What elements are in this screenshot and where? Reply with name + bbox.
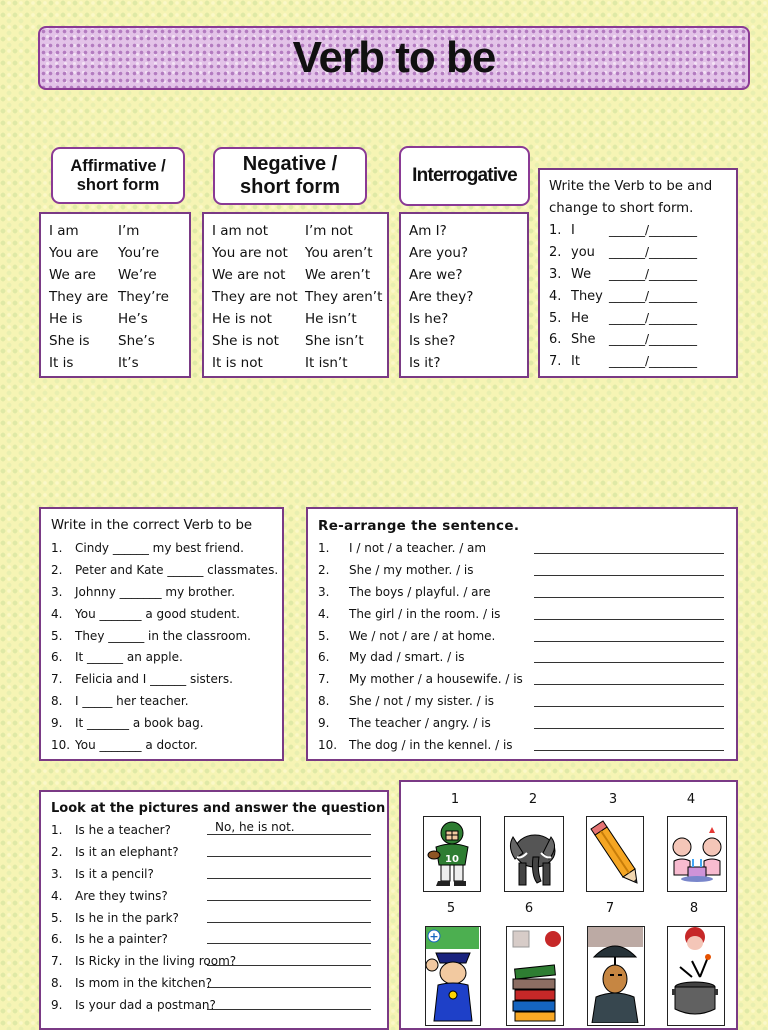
list-item (51, 929, 387, 951)
full-form: I am (49, 223, 79, 239)
list-item (318, 691, 736, 713)
interrogative-row (409, 264, 527, 286)
answer-blank[interactable]: ______/________ (609, 310, 698, 325)
answer-line[interactable] (534, 691, 724, 707)
rearrange-title: Re-arrange the sentence. (318, 518, 520, 534)
answer-line[interactable] (534, 604, 724, 620)
question-form: Am I? (409, 223, 447, 239)
list-item (51, 735, 282, 757)
picture-number: 7 (605, 901, 615, 916)
interrogative-row (409, 242, 527, 264)
item-subject: She (571, 332, 596, 348)
list-item (318, 735, 736, 757)
item-text[interactable]: Felicia and I ______ sisters. (75, 672, 233, 687)
answer-line[interactable] (207, 908, 371, 923)
item-number: 10. (51, 738, 71, 753)
full-form: She is (49, 333, 90, 349)
full-form: It is not (212, 355, 263, 371)
full-form: You are not (212, 245, 288, 261)
list-item (318, 626, 736, 648)
full-form: He is not (212, 311, 272, 327)
item-number: 5. (51, 628, 63, 643)
short-form: They aren’t (305, 289, 383, 305)
affirmative-table (39, 212, 191, 378)
answer-blank[interactable]: ______/________ (609, 354, 698, 369)
item-number: 7. (549, 354, 562, 370)
short-form: She isn’t (305, 333, 364, 349)
list-item (318, 582, 736, 604)
umbrella-man-icon (588, 927, 643, 1023)
item-question: Is he a teacher? (75, 823, 171, 837)
interrogative-row (409, 330, 527, 352)
list-item (51, 713, 282, 735)
item-number: 5. (318, 628, 330, 643)
item-number: 1. (318, 541, 330, 555)
question-form: Is it? (409, 355, 441, 371)
list-item (318, 647, 736, 669)
item-number: 9. (51, 716, 63, 731)
item-text[interactable]: You _______ a doctor. (75, 738, 198, 753)
short-form: She’s (118, 333, 155, 349)
answer-line[interactable] (534, 647, 724, 663)
answer-line[interactable] (207, 995, 371, 1010)
list-item (51, 647, 282, 669)
item-question: Is he in the park? (75, 910, 179, 925)
item-question: Is your dad a postman? (75, 998, 216, 1013)
full-form: We are (49, 267, 96, 283)
list-item (549, 264, 728, 286)
short-form: It isn’t (305, 355, 348, 371)
list-item (51, 669, 282, 691)
full-form: I am not (212, 223, 269, 239)
pencil-picture (586, 816, 644, 892)
answer-line[interactable] (534, 626, 724, 642)
short-form-exercise (538, 168, 738, 378)
list-item (51, 560, 282, 582)
item-text[interactable]: They ______ in the classroom. (75, 628, 251, 643)
item-number: 5. (549, 310, 562, 326)
picture-number: 4 (686, 792, 696, 807)
correct-verb-title: Write in the correct Verb to be (51, 518, 253, 533)
books-icon (507, 927, 562, 1023)
item-text: We / not / are / at home. (349, 628, 496, 643)
item-subject: It (571, 354, 580, 370)
short-form: I’m (118, 223, 140, 239)
item-number: 3. (549, 266, 562, 282)
answer-blank[interactable]: ______/________ (609, 223, 698, 237)
answer-blank[interactable]: ______/________ (609, 244, 698, 259)
item-question: Is it an elephant? (75, 844, 179, 859)
list-item (549, 308, 728, 330)
pictures-question-title: Look at the pictures and answer the question (51, 801, 386, 816)
elephant-picture (504, 816, 564, 892)
list-item (318, 604, 736, 626)
list-item (318, 713, 736, 735)
full-form: He is (49, 311, 83, 327)
short-form: He isn’t (305, 311, 357, 327)
short-form: We aren’t (305, 267, 371, 283)
man-with-umbrella-picture (587, 926, 645, 1026)
item-number: 3. (51, 866, 63, 881)
list-item (318, 669, 736, 691)
list-item (51, 691, 282, 713)
answer-line[interactable]: No, he is not. (207, 820, 371, 835)
list-item (51, 951, 387, 973)
item-number: 7. (318, 672, 330, 687)
answer-blank[interactable]: ______/________ (609, 332, 698, 347)
item-number: 4. (51, 888, 63, 903)
item-number: 6. (51, 650, 63, 665)
svg-text:+: + (429, 930, 439, 943)
question-form: Is he? (409, 311, 449, 327)
picture-panel (399, 780, 738, 1030)
negative-row (212, 242, 387, 264)
policeman-icon (426, 927, 479, 1023)
interrogative-row (409, 220, 527, 242)
negative-row (212, 264, 387, 286)
list-item (549, 329, 728, 351)
list-item (51, 995, 387, 1017)
interrogative-row (409, 286, 527, 308)
mom-cooking-picture (667, 926, 725, 1026)
full-form: We are not (212, 267, 286, 283)
pictures-question-exercise (39, 790, 389, 1030)
negative-row (212, 220, 387, 242)
twins-picture (667, 816, 727, 892)
football-player-icon (424, 817, 479, 890)
short-form-title: Write the Verb to be and change to short form. (549, 179, 713, 216)
item-question: Is Ricky in the living room? (75, 954, 237, 969)
affirmative-row (49, 286, 189, 308)
full-form: She is not (212, 333, 279, 349)
item-text: The girl / in the room. / is (349, 606, 501, 621)
answer-line[interactable] (534, 560, 724, 576)
policeman-picture (425, 926, 481, 1026)
item-number: 6. (51, 932, 63, 947)
picture-number: 3 (608, 792, 618, 807)
picture-number: 5 (446, 901, 456, 916)
picture-number: 6 (524, 901, 534, 916)
answer-line[interactable] (534, 582, 724, 598)
item-number: 5. (51, 910, 63, 925)
list-item (51, 908, 387, 930)
list-item (51, 582, 282, 604)
negative-row (212, 330, 387, 352)
item-number: 4. (549, 288, 562, 304)
short-form: You’re (118, 245, 160, 261)
item-text: I / not / a teacher. / am (349, 541, 487, 555)
full-form: They are (49, 289, 109, 305)
item-text: She / my mother. / is (349, 562, 474, 577)
item-text[interactable]: You _______ a good student. (75, 606, 240, 621)
full-form: You are (49, 245, 99, 261)
correct-verb-exercise (39, 507, 284, 761)
item-number: 2. (549, 244, 562, 260)
answer-line[interactable] (534, 669, 724, 685)
list-item (51, 973, 387, 995)
list-item (51, 604, 282, 626)
answer-line[interactable] (207, 864, 371, 879)
list-item (318, 560, 736, 582)
item-number: 1. (549, 223, 562, 238)
item-number: 3. (51, 584, 63, 599)
item-number: 4. (51, 606, 63, 621)
item-number: 2. (51, 562, 63, 577)
item-question: Is he a painter? (75, 932, 168, 947)
affirmative-row (49, 242, 189, 264)
answer-line[interactable] (534, 538, 724, 554)
short-form: It’s (118, 355, 139, 371)
short-form: We’re (118, 267, 157, 283)
list-item (549, 242, 728, 264)
interrogative-header: Interrogative (399, 146, 530, 206)
answer-line[interactable] (207, 929, 371, 944)
item-question: Are they twins? (75, 888, 168, 903)
item-number: 6. (318, 650, 330, 665)
item-text: The boys / playful. / are (349, 584, 491, 599)
item-number: 8. (318, 694, 330, 709)
item-number: 8. (51, 694, 63, 709)
item-number: 4. (318, 606, 330, 621)
negative-row (212, 286, 387, 308)
interrogative-row (409, 352, 527, 374)
item-text[interactable]: Peter and Kate ______ classmates. (75, 562, 279, 577)
answer-line[interactable] (207, 951, 371, 966)
books-picture (506, 926, 564, 1026)
negative-table (202, 212, 389, 378)
item-question: Is it a pencil? (75, 866, 154, 881)
negative-row (212, 352, 387, 374)
item-text[interactable]: It ______ an apple. (75, 650, 183, 665)
item-number: 9. (51, 998, 63, 1013)
answer-line[interactable] (534, 735, 724, 751)
item-question: Is mom in the kitchen? (75, 976, 212, 991)
rearrange-exercise (306, 507, 738, 761)
item-text: My mother / a housewife. / is (349, 672, 523, 687)
item-number: 9. (318, 716, 330, 731)
answer-line[interactable] (207, 973, 371, 988)
short-form: You aren’t (305, 245, 373, 261)
item-number: 7. (51, 954, 63, 969)
interrogative-table (399, 212, 529, 378)
question-form: Is she? (409, 333, 456, 349)
item-number: 7. (51, 672, 63, 687)
negative-row (212, 308, 387, 330)
answer-line[interactable] (207, 886, 371, 901)
picture-number: 8 (689, 901, 699, 916)
answer-line[interactable] (534, 713, 724, 729)
short-form: They’re (118, 289, 169, 305)
short-form: I’m not (305, 223, 353, 239)
item-number: 8. (51, 976, 63, 991)
interrogative-row (409, 308, 527, 330)
item-text: The dog / in the kennel. / is (349, 738, 513, 753)
item-text[interactable]: It _______ a book bag. (75, 716, 204, 731)
item-subject: you (571, 244, 595, 260)
affirmative-header: Affirmative / short form (51, 147, 185, 204)
affirmative-row (49, 264, 189, 286)
list-item (51, 538, 282, 560)
item-text[interactable]: Johnny _______ my brother. (75, 584, 236, 599)
short-form: He’s (118, 311, 148, 327)
item-text[interactable]: Cindy ______ my best friend. (75, 541, 244, 555)
list-item (51, 886, 387, 908)
list-item (51, 626, 282, 648)
list-item (51, 820, 387, 842)
title-banner (38, 26, 750, 90)
item-number: 10. (318, 738, 338, 753)
item-text: My dad / smart. / is (349, 650, 465, 665)
elephant-icon (505, 817, 562, 890)
pencil-icon (587, 817, 642, 890)
list-item (549, 286, 728, 308)
item-number: 6. (549, 332, 562, 348)
item-text: The teacher / angry. / is (349, 716, 491, 731)
affirmative-row (49, 220, 189, 242)
item-number: 2. (51, 844, 63, 859)
answer-blank[interactable]: ______/________ (609, 266, 698, 281)
item-subject: I (571, 223, 575, 238)
picture-number: 2 (528, 792, 538, 807)
list-item (549, 220, 728, 242)
picture-number: 1 (450, 792, 460, 807)
football-player-picture (423, 816, 481, 892)
twins-icon (668, 817, 725, 890)
item-number: 1. (51, 541, 63, 555)
item-subject: He (571, 310, 589, 326)
question-form: Are they? (409, 289, 474, 305)
list-item (51, 864, 387, 886)
affirmative-row (49, 352, 189, 374)
item-subject: We (571, 266, 592, 282)
full-form: It is (49, 355, 74, 371)
list-item (51, 842, 387, 864)
item-text[interactable]: I _____ her teacher. (75, 694, 189, 709)
affirmative-row (49, 308, 189, 330)
question-form: Are you? (409, 245, 469, 261)
full-form: They are not (212, 289, 298, 305)
page-title: Verb to be (292, 33, 496, 82)
list-item (549, 351, 728, 373)
cooking-pot-icon (668, 927, 723, 1023)
question-form: Are we? (409, 267, 463, 283)
item-subject: They (571, 288, 603, 304)
svg-text:10: 10 (445, 854, 459, 865)
list-item (318, 538, 736, 560)
item-number: 1. (51, 823, 63, 837)
answer-line[interactable] (207, 842, 371, 857)
answer-blank[interactable]: ______/________ (609, 288, 698, 303)
item-text: She / not / my sister. / is (349, 694, 495, 709)
negative-header: Negative / short form (213, 147, 367, 205)
item-number: 3. (318, 584, 330, 599)
affirmative-row (49, 330, 189, 352)
item-number: 2. (318, 562, 330, 577)
